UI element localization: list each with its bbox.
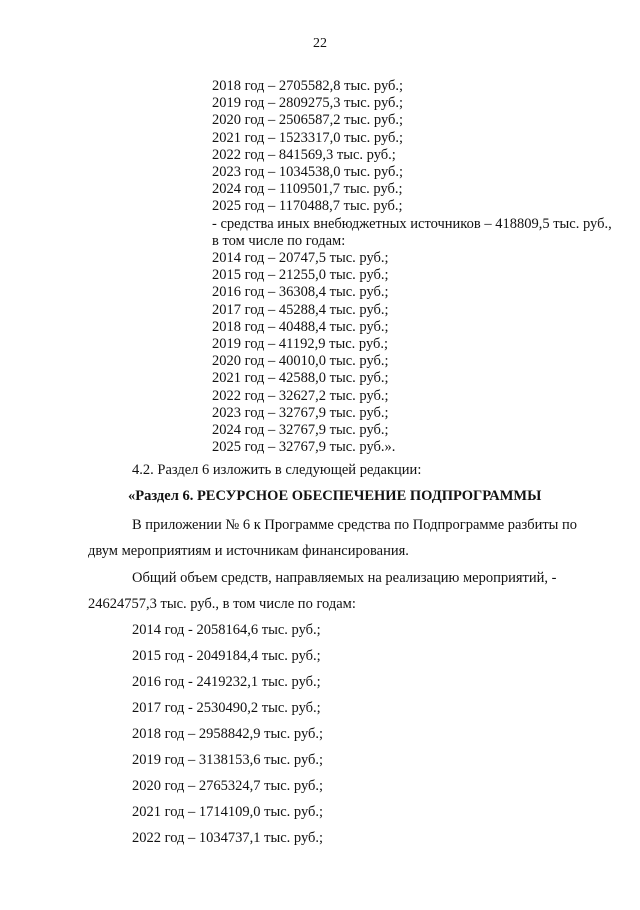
paragraph-line: 24624757,3 тыс. руб., в том числе по годам:: [88, 596, 356, 612]
list-item: 2021 год – 42588,0 тыс. руб.;: [212, 370, 389, 387]
paragraph-line: двум мероприятиям и источникам финансирования.: [88, 543, 409, 559]
section-heading: «Раздел 6. РЕСУРСНОЕ ОБЕСПЕЧЕНИЕ ПОДПРОГРАММЫ: [128, 488, 542, 504]
list-item: 2020 год – 40010,0 тыс. руб.;: [212, 353, 389, 370]
list-item: 2020 год – 2765324,7 тыс. руб.;: [132, 778, 324, 794]
list-item: 2022 год – 841569,3 тыс. руб.;: [212, 146, 396, 163]
list-item: 2014 год - 2058164,6 тыс. руб.;: [132, 622, 321, 638]
funding-list-top: [212, 78, 612, 456]
list-item: 2019 год – 2809275,3 тыс. руб.;: [212, 95, 404, 112]
section-change-text: 4.2. Раздел 6 изложить в следующей редакции:: [132, 462, 422, 478]
list-item: 2022 год – 1034737,1 тыс. руб.;: [132, 830, 324, 846]
list-item: 2025 год – 32767,9 тыс. руб.».: [212, 439, 396, 456]
list-item: 2017 год - 2530490,2 тыс. руб.;: [132, 700, 321, 716]
paragraph-line: Общий объем средств, направляемых на реализацию мероприятий, -: [132, 570, 557, 586]
list-item: 2016 год - 2419232,1 тыс. руб.;: [132, 674, 321, 690]
list-item: 2015 год - 2049184,4 тыс. руб.;: [132, 648, 321, 664]
list-item: 2022 год – 32627,2 тыс. руб.;: [212, 387, 389, 404]
list-item: 2018 год – 40488,4 тыс. руб.;: [212, 318, 389, 335]
paragraph-line: В приложении № 6 к Программе средства по Подпрограмме разбиты по: [132, 517, 578, 533]
list-item: 2020 год – 2506587,2 тыс. руб.;: [212, 112, 404, 129]
list-item: 2018 год – 2705582,8 тыс. руб.;: [212, 78, 404, 94]
list-item: 2021 год – 1523317,0 тыс. руб.;: [212, 129, 404, 146]
other-sources-text: - средства иных внебюджетных источников – 418809,5 тыс. руб., в том числе по годам:: [212, 215, 612, 249]
list-item: 2018 год – 2958842,9 тыс. руб.;: [132, 726, 324, 742]
list-item: 2019 год – 41192,9 тыс. руб.;: [212, 336, 389, 353]
list-item: 2024 год – 32767,9 тыс. руб.;: [212, 422, 389, 439]
list-item: 2021 год – 1714109,0 тыс. руб.;: [132, 804, 324, 820]
list-item: 2016 год – 36308,4 тыс. руб.;: [212, 284, 389, 301]
page-number: 22: [313, 36, 327, 51]
list-item: 2017 год – 45288,4 тыс. руб.;: [212, 301, 389, 318]
list-item: 2014 год – 20747,5 тыс. руб.;: [212, 250, 389, 267]
list-item: 2023 год – 1034538,0 тыс. руб.;: [212, 164, 404, 181]
list-item: 2024 год – 1109501,7 тыс. руб.;: [212, 181, 403, 198]
list-item: 2023 год – 32767,9 тыс. руб.;: [212, 404, 389, 421]
list-item: 2019 год – 3138153,6 тыс. руб.;: [132, 752, 324, 768]
list-item: 2015 год – 21255,0 тыс. руб.;: [212, 267, 389, 284]
list-item: 2025 год – 1170488,7 тыс. руб.;: [212, 198, 403, 215]
